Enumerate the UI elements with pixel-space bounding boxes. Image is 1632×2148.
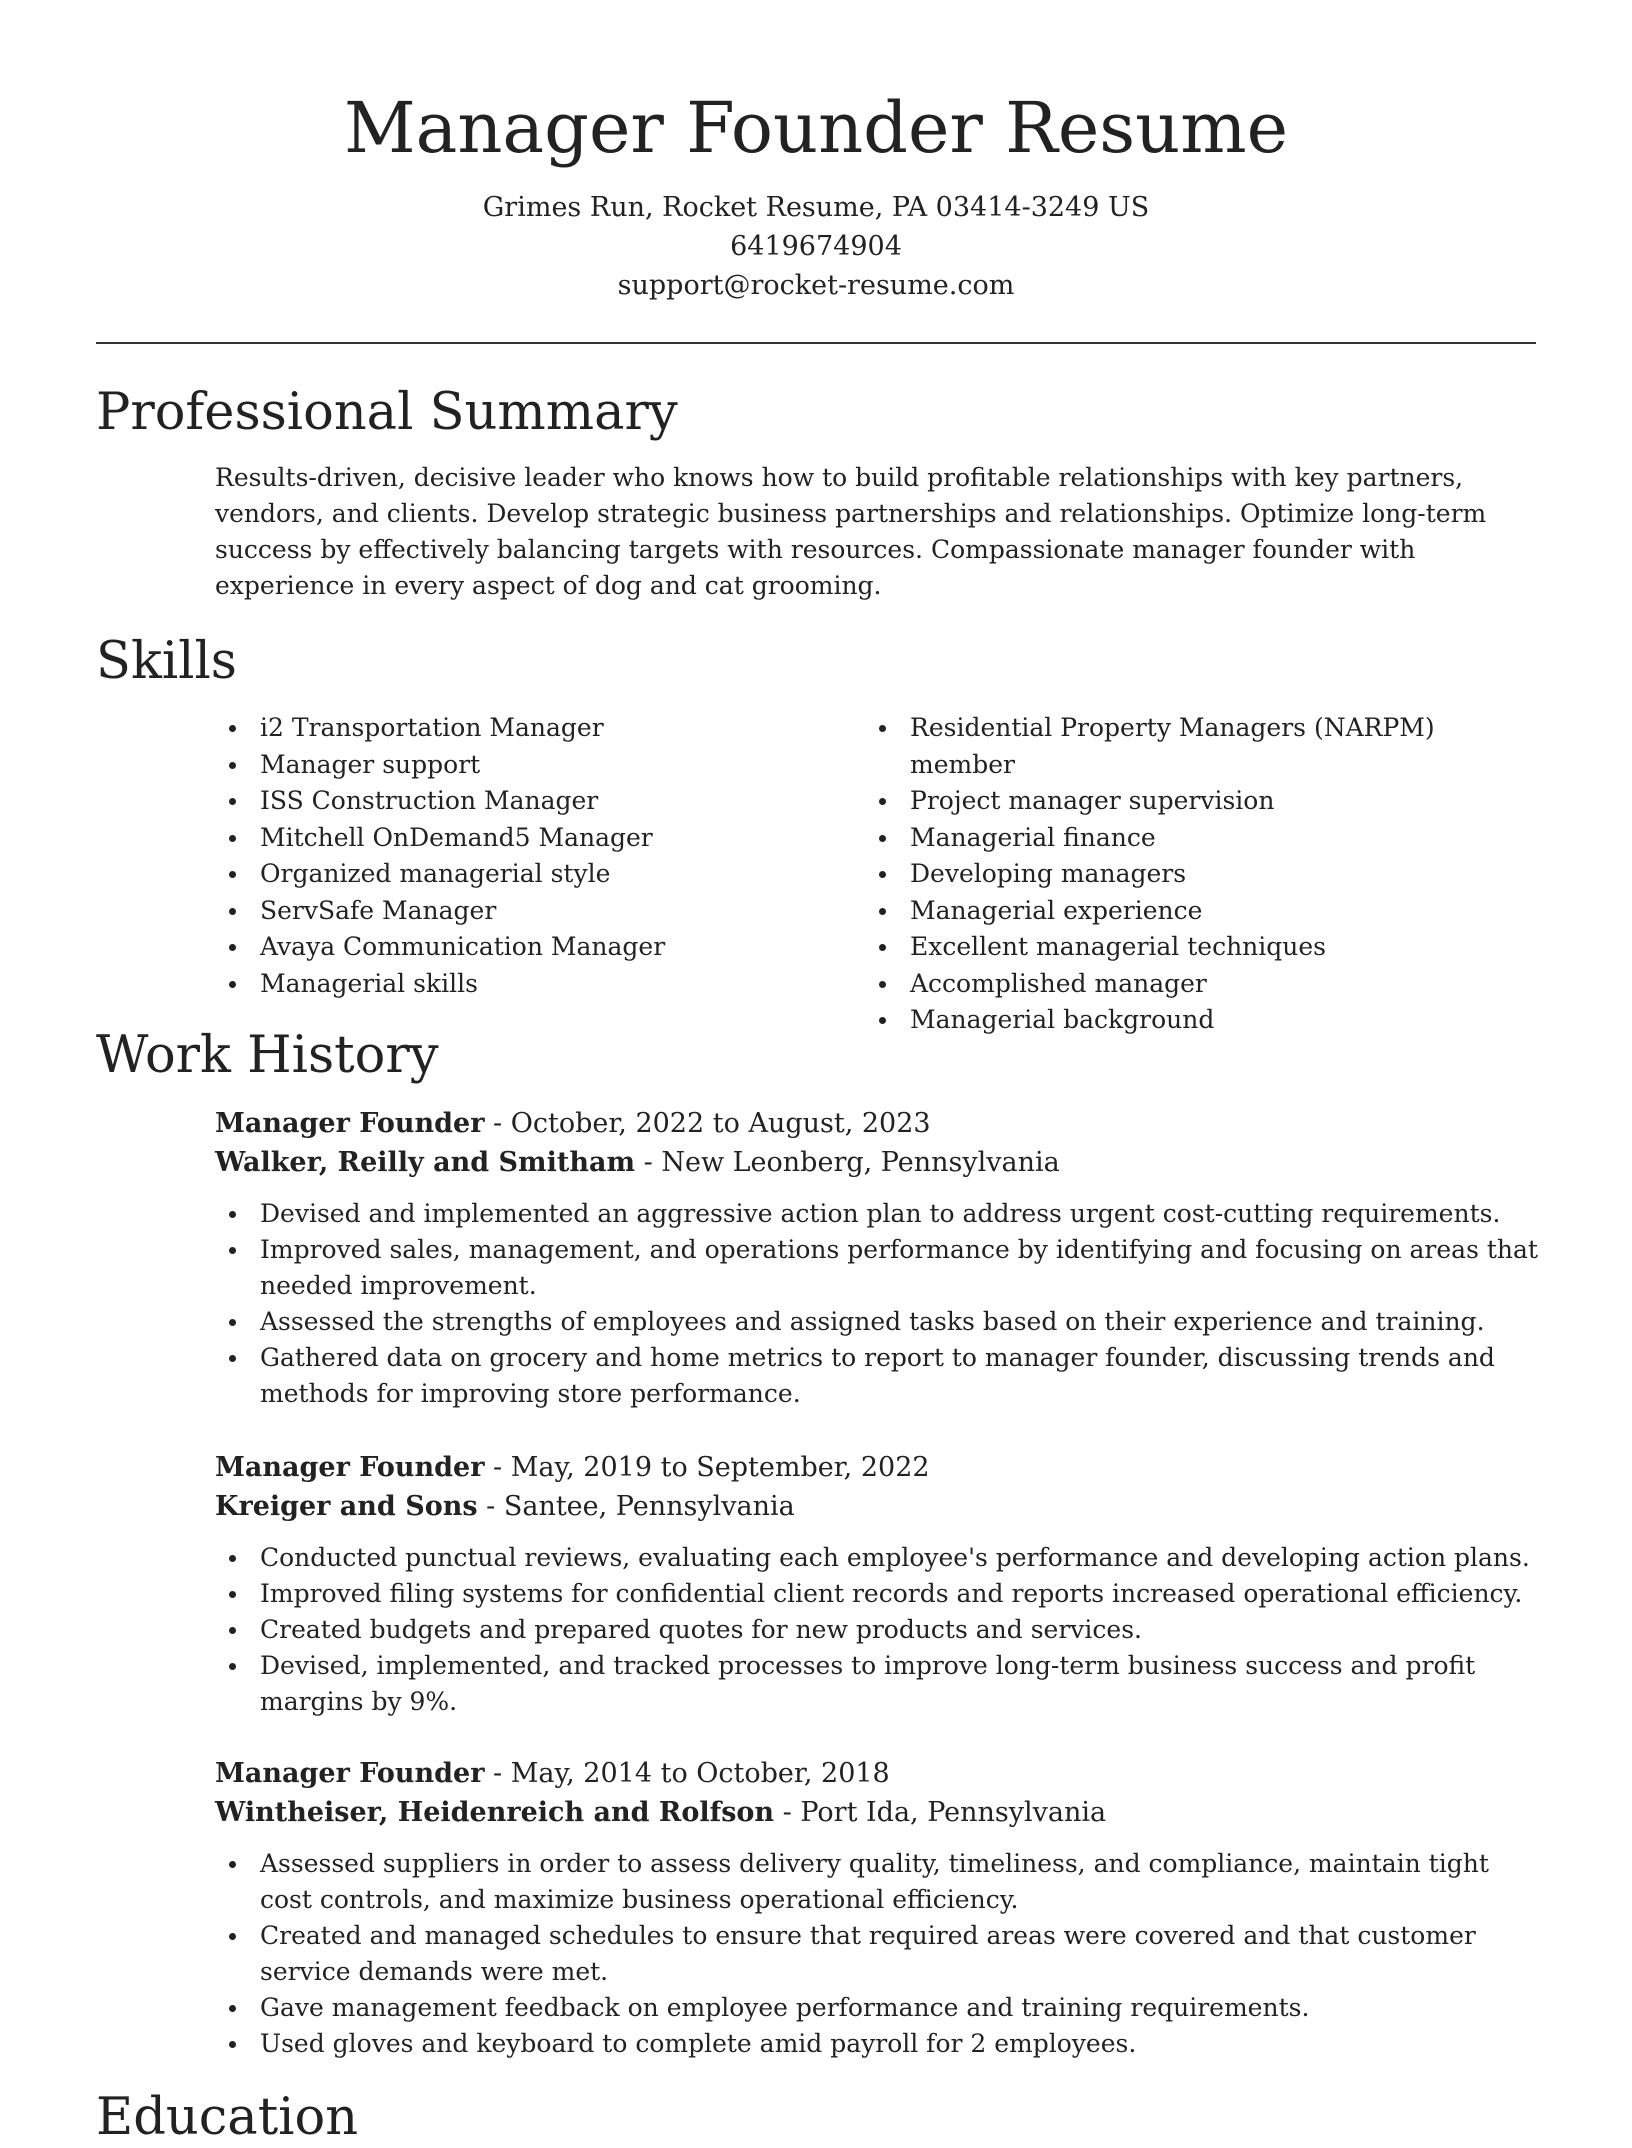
skill-item: Managerial background bbox=[865, 1002, 1515, 1039]
skill-item: Mitchell OnDemand5 Manager bbox=[215, 820, 865, 857]
skill-item: Managerial experience bbox=[865, 893, 1515, 930]
education-heading: Education bbox=[96, 2088, 359, 2147]
job-dates: - May, 2014 to October, 2018 bbox=[484, 1758, 890, 1789]
job-bullet: Created budgets and prepared quotes for new products and services. bbox=[215, 1612, 1545, 1648]
skill-item: ISS Construction Manager bbox=[215, 783, 865, 820]
work-history-heading: Work History bbox=[96, 1026, 439, 1085]
job-dates: - May, 2019 to September, 2022 bbox=[484, 1452, 930, 1483]
job-location: - Port Ida, Pennsylvania bbox=[774, 1797, 1107, 1828]
skill-item: Avaya Communication Manager bbox=[215, 929, 865, 966]
job-company: Wintheiser, Heidenreich and Rolfson bbox=[215, 1797, 775, 1828]
job-company: Walker, Reilly and Smitham bbox=[215, 1147, 636, 1178]
skill-item: Excellent managerial techniques bbox=[865, 929, 1515, 966]
contact-address: Grimes Run, Rocket Resume, PA 03414-3249 US bbox=[482, 192, 1150, 223]
job-bullet: Assessed the strengths of employees and assigned tasks based on their experience and training. bbox=[215, 1304, 1545, 1340]
job-entry bbox=[215, 1448, 1545, 1720]
skills-column-left bbox=[215, 710, 865, 1039]
skill-item: ServSafe Manager bbox=[215, 893, 865, 930]
skill-item: Managerial skills bbox=[215, 966, 865, 1003]
skills-column-right bbox=[865, 710, 1515, 1039]
contact-phone: 6419674904 bbox=[730, 231, 902, 262]
job-bullets bbox=[215, 1846, 1545, 2062]
job-company-line bbox=[215, 1487, 1545, 1526]
job-company-line bbox=[215, 1143, 1545, 1182]
contact-email: support@rocket-resume.com bbox=[617, 270, 1015, 301]
summary-text: Results-driven, decisive leader who knows how to build profitable relationships with key partners, vendors, and clients. Develop strategic business partnerships and relationships. Optimize long-term success by effectively balancing targets with resources. Compassionate manager founder with experience in every aspect of dog and cat grooming. bbox=[215, 463, 1487, 600]
skill-item: Manager support bbox=[215, 747, 865, 784]
job-dates: - October, 2022 to August, 2023 bbox=[484, 1108, 931, 1139]
resume-title: Manager Founder Resume bbox=[343, 87, 1289, 169]
job-location: - New Leonberg, Pennsylvania bbox=[635, 1147, 1060, 1178]
job-entry bbox=[215, 1754, 1545, 2062]
job-bullet: Devised and implemented an aggressive action plan to address urgent cost-cutting requirements. bbox=[215, 1196, 1545, 1232]
skill-item: Developing managers bbox=[865, 856, 1515, 893]
job-bullet: Gathered data on grocery and home metrics to report to manager founder, discussing trends and methods for improving store performance. bbox=[215, 1340, 1545, 1412]
job-company-line bbox=[215, 1793, 1545, 1832]
job-role: Manager Founder bbox=[215, 1452, 485, 1483]
job-bullet: Improved sales, management, and operations performance by identifying and focusing on areas that needed improvement. bbox=[215, 1232, 1545, 1304]
skill-item: i2 Transportation Manager bbox=[215, 710, 865, 747]
job-bullet: Devised, implemented, and tracked processes to improve long-term business success and profit margins by 9%. bbox=[215, 1648, 1545, 1720]
job-entry bbox=[215, 1104, 1545, 1412]
job-bullet: Created and managed schedules to ensure that required areas were covered and that customer service demands were met. bbox=[215, 1918, 1545, 1990]
job-role-line bbox=[215, 1448, 1545, 1487]
header-divider bbox=[96, 342, 1536, 344]
skill-item: Managerial finance bbox=[865, 820, 1515, 857]
job-role: Manager Founder bbox=[215, 1758, 485, 1789]
job-bullets bbox=[215, 1540, 1545, 1720]
skill-item: Accomplished manager bbox=[865, 966, 1515, 1003]
job-bullet: Assessed suppliers in order to assess delivery quality, timeliness, and compliance, maintain tight cost controls, and maximize business operational efficiency. bbox=[215, 1846, 1545, 1918]
summary-heading: Professional Summary bbox=[96, 383, 678, 442]
skills-heading: Skills bbox=[96, 632, 237, 691]
contact-info bbox=[96, 188, 1536, 305]
skills-list bbox=[215, 710, 1540, 1039]
job-company: Kreiger and Sons bbox=[215, 1491, 478, 1522]
skill-item: Residential Property Managers (NARPM) member bbox=[865, 710, 1515, 783]
job-location: - Santee, Pennsylvania bbox=[477, 1491, 795, 1522]
resume-header bbox=[96, 84, 1536, 305]
skill-item: Organized managerial style bbox=[215, 856, 865, 893]
job-bullet: Used gloves and keyboard to complete amid payroll for 2 employees. bbox=[215, 2026, 1545, 2062]
job-role-line bbox=[215, 1104, 1545, 1143]
skill-item: Project manager supervision bbox=[865, 783, 1515, 820]
job-bullets bbox=[215, 1196, 1545, 1412]
job-role-line bbox=[215, 1754, 1545, 1793]
job-bullet: Improved filing systems for confidential client records and reports increased operational efficiency. bbox=[215, 1576, 1545, 1612]
job-role: Manager Founder bbox=[215, 1108, 485, 1139]
job-bullet: Conducted punctual reviews, evaluating each employee's performance and developing action plans. bbox=[215, 1540, 1545, 1576]
job-bullet: Gave management feedback on employee performance and training requirements. bbox=[215, 1990, 1545, 2026]
